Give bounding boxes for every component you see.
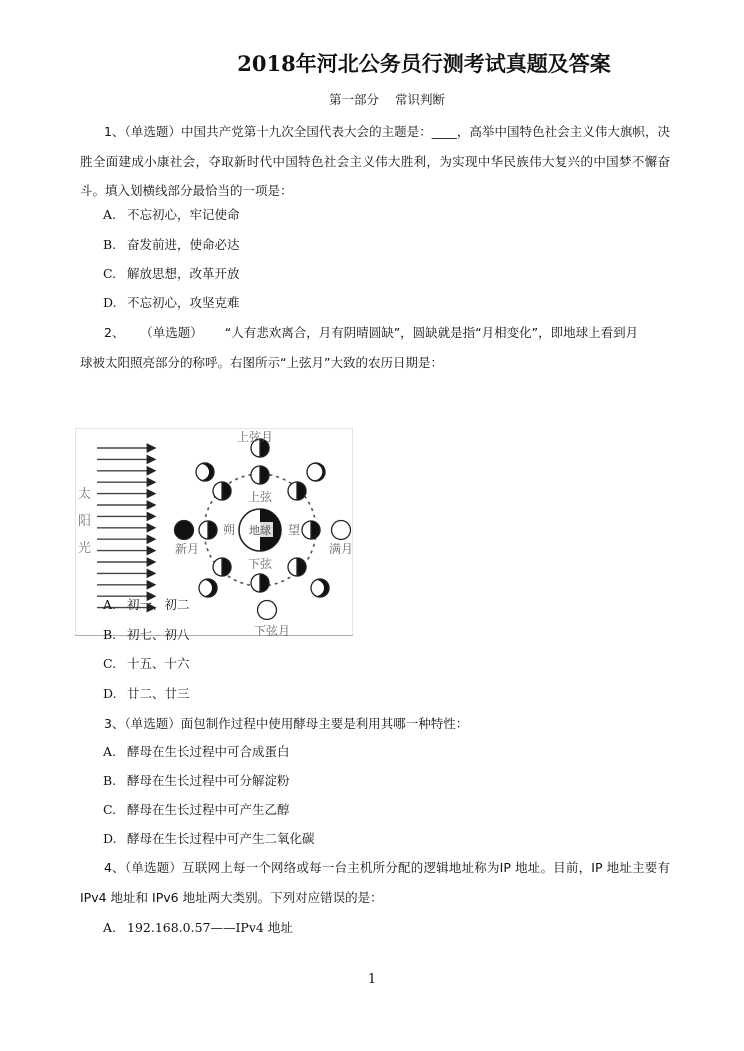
question-2-header bbox=[104, 323, 638, 341]
option-text: 酵母在生长过程中可分解淀粉 bbox=[127, 773, 290, 788]
question-1-option-c bbox=[103, 264, 240, 284]
option-label: B. bbox=[103, 773, 117, 788]
option-label: C. bbox=[103, 802, 117, 817]
option-text: 初一、初二 bbox=[127, 597, 190, 612]
label-full-moon: 满月 bbox=[328, 542, 353, 556]
crescent-moon-icon bbox=[193, 463, 214, 481]
label-orbit-right: 望 bbox=[287, 523, 301, 537]
question-3-text: 3、（单选题）面包制作过程中使用酵母主要是利用其哪一种特性： bbox=[104, 716, 469, 731]
label-orbit-bottom: 下弦 bbox=[247, 557, 273, 571]
option-label: A. bbox=[103, 920, 117, 935]
option-label: C. bbox=[103, 656, 117, 671]
page-number: 1 bbox=[367, 972, 377, 987]
section-part: 第一部分 bbox=[328, 92, 379, 107]
question-1-option-a bbox=[103, 205, 240, 225]
option-label: D. bbox=[103, 295, 117, 310]
question-3-option-a bbox=[103, 742, 290, 762]
section-name: 常识判断 bbox=[394, 92, 445, 107]
svg-text:地球: 地球 bbox=[249, 524, 271, 537]
question-1-option-d bbox=[103, 293, 240, 313]
option-text: 十五、十六 bbox=[127, 656, 190, 671]
question-2-option-d bbox=[103, 684, 190, 704]
new-moon-icon bbox=[175, 521, 194, 540]
svg-text:阳: 阳 bbox=[78, 514, 92, 529]
document-title: 2018年河北公务员行测考试真题及答案 bbox=[237, 51, 611, 76]
label-last-quarter-moon: 下弦月 bbox=[253, 624, 291, 636]
question-4-option-a bbox=[103, 918, 293, 938]
option-label: A. bbox=[103, 207, 117, 222]
question-2-option-b bbox=[103, 625, 190, 645]
svg-text:太: 太 bbox=[78, 487, 92, 502]
question-number: 2、 bbox=[104, 325, 125, 340]
option-label: A. bbox=[103, 597, 117, 612]
option-text: 解放思想，改革开放 bbox=[127, 266, 240, 281]
label-new-moon: 新月 bbox=[174, 542, 200, 556]
option-text: 192.168.0.57——IPv4 地址 bbox=[127, 920, 293, 935]
question-1-option-b bbox=[103, 235, 240, 255]
question-2-text-line2: 球被太阳照亮部分的称呼。右图所示“上弦月”大致的农历日期是： bbox=[80, 355, 443, 370]
option-label: B. bbox=[103, 627, 117, 642]
option-text: 不忘初心，牢记使命 bbox=[127, 207, 240, 222]
question-3-option-c bbox=[103, 800, 290, 820]
question-2-option-a bbox=[103, 595, 190, 615]
sunlight-label bbox=[78, 486, 91, 556]
question-2-option-c bbox=[103, 654, 190, 674]
option-text: 不忘初心，攻坚克难 bbox=[127, 295, 240, 310]
question-2-text-line1: “人有悲欢离合，月有阴晴圆缺”，圆缺就是指“月相变化”，即地球上看到月 bbox=[224, 325, 639, 340]
option-text: 酵母在生长过程中可产生乙醇 bbox=[127, 802, 290, 817]
question-3-option-d bbox=[103, 829, 315, 849]
option-label: B. bbox=[103, 237, 117, 252]
label-orbit-top: 上弦 bbox=[247, 490, 273, 504]
option-label: D. bbox=[103, 686, 117, 701]
question-3-option-b bbox=[103, 771, 290, 791]
full-moon-icon bbox=[332, 521, 351, 540]
option-text: 初七、初八 bbox=[127, 627, 190, 642]
option-label: D. bbox=[103, 831, 117, 846]
label-first-quarter-moon: 上弦月 bbox=[236, 430, 274, 444]
last-quarter-moon-icon bbox=[258, 601, 277, 620]
label-orbit-left: 朔 bbox=[222, 523, 236, 537]
option-text: 酵母在生长过程中可合成蛋白 bbox=[127, 744, 290, 759]
svg-text:光: 光 bbox=[78, 541, 92, 556]
earth-icon bbox=[239, 509, 281, 551]
crescent-moon-icon bbox=[196, 579, 217, 597]
question-4-text: 4、（单选题）互联网上每一个网络或每一台主机所分配的逻辑地址称为IP 地址。目前，IP 地址主要有 IPv4 地址和 IPv6 地址两大类别。下列对应错误的是： bbox=[80, 860, 670, 905]
option-text: 奋发前进，使命必达 bbox=[127, 237, 240, 252]
crescent-moon-icon bbox=[308, 579, 329, 597]
question-type: （单选题） bbox=[146, 325, 203, 340]
option-text: 酵母在生长过程中可产生二氧化碳 bbox=[127, 831, 315, 846]
section-heading bbox=[0, 90, 744, 108]
option-label: C. bbox=[103, 266, 117, 281]
option-text: 廿二、廿三 bbox=[127, 686, 190, 701]
question-1-text: 1、（单选题）中国共产党第十九次全国代表大会的主题是：____，高举中国特色社会主义伟大旗帜，决胜全面建成小康社会，夺取新时代中国特色社会主义伟大胜利，为实现中华民族伟大复兴的中国梦不懈奋斗。填入划横线部分最恰当的一项是： bbox=[80, 124, 670, 198]
option-label: A. bbox=[103, 744, 117, 759]
